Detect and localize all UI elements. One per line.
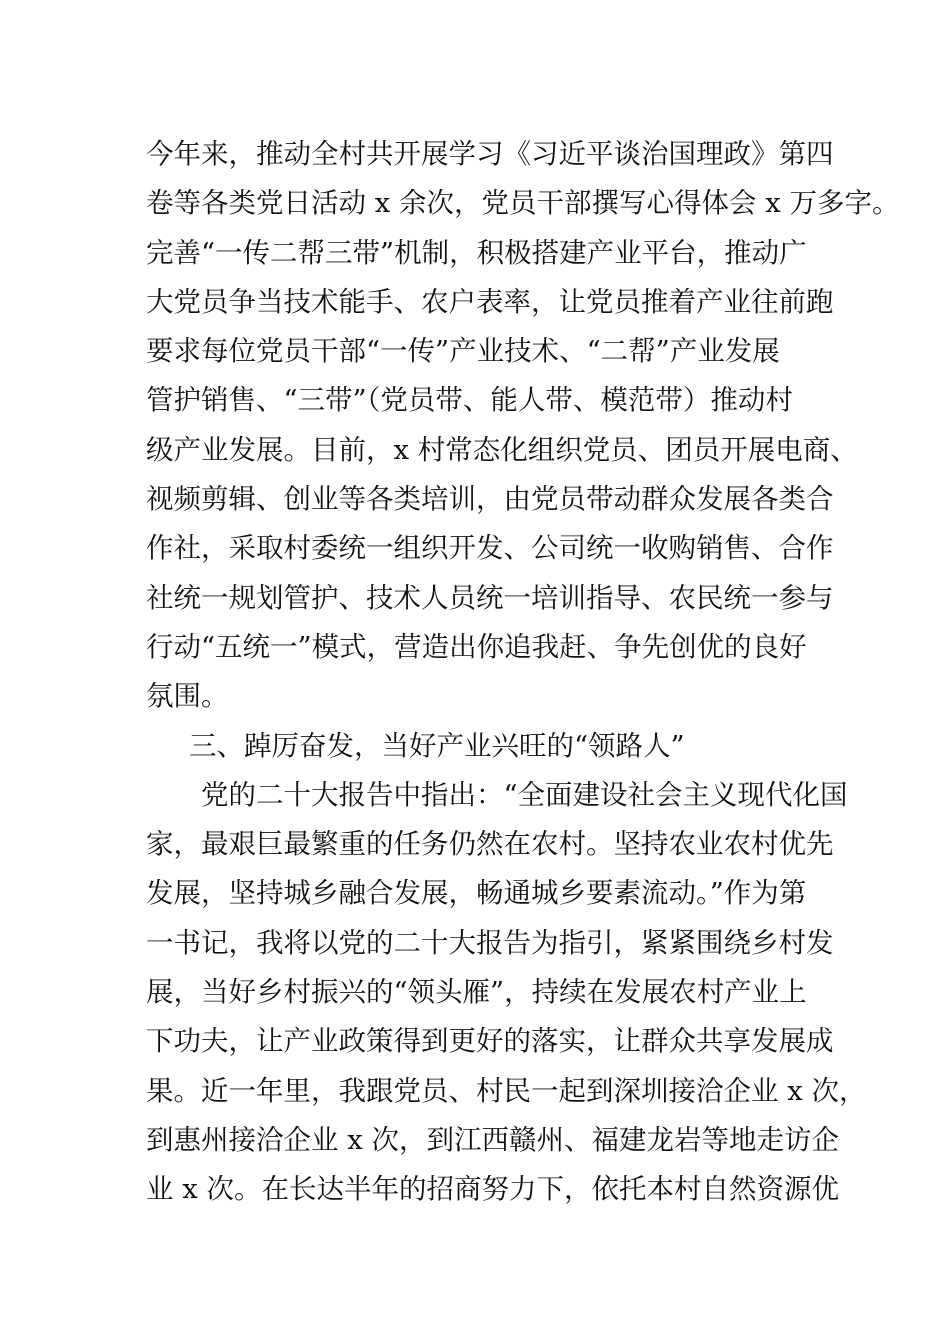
paragraph-line: 级产业发展。目前，x 村常态化组织党员、团员开展电商、 xyxy=(146,433,858,466)
paragraph-line: 社统一规划管护、技术人员统一培训指导、农民统一参与 xyxy=(146,581,834,614)
paragraph-line: 一书记，我将以党的二十大报告为指引，紧紧围绕乡村发 xyxy=(146,926,834,959)
paragraph-line: 今年来，推动全村共开展学习《习近平谈治国理政》第四 xyxy=(146,138,834,170)
paragraph-line: 家，最艰巨最繁重的任务仍然在农村。坚持农业农村优先 xyxy=(146,828,834,861)
paragraph-line: 业 x 次。在长达半年的招商努力下，依托本村自然资源优 xyxy=(146,1173,839,1206)
paragraph-line: 发展，坚持城乡融合发展，畅通城乡要素流动。”作为第 xyxy=(146,877,807,910)
paragraph-line: 管护销售、“三带”（党员带、能人带、模范带）推动村 xyxy=(146,384,793,417)
paragraph-line: 大党员争当技术能手、农户表率，让党员推着产业往前跑 xyxy=(146,285,834,318)
paragraph-line: 要求每位党员干部“一传”产业技术、“二帮”产业发展 xyxy=(146,335,780,368)
paragraph-line: 卷等各类党日活动 x 余次，党员干部撰写心得体会 x 万多字。 xyxy=(146,187,900,220)
document-body xyxy=(146,130,900,1215)
paragraph-line: 到惠州接洽企业 x 次，到江西赣州、福建龙岩等地走访企 xyxy=(146,1123,839,1156)
paragraph-line: 下功夫，让产业政策得到更好的落实，让群众共享发展成 xyxy=(146,1025,834,1058)
paragraph-line: 氛围。 xyxy=(146,680,229,713)
paragraph-line: 行动“五统一”模式，营造出你追我赶、争先创优的良好 xyxy=(146,630,807,663)
paragraph-line: 视频剪辑、创业等各类培训，由党员带动群众发展各类合 xyxy=(146,483,834,516)
paragraph-line: 果。近一年里，我跟党员、村民一起到深圳接洽企业 x 次， xyxy=(146,1074,867,1107)
section-heading: 三、踔厉奋发，当好产业兴旺的“领路人” xyxy=(189,729,685,762)
paragraph-line: 作社，采取村委统一组织开发、公司统一收购销售、合作 xyxy=(146,532,834,565)
paragraph-line: 党的二十大报告中指出：“全面建设社会主义现代化国 xyxy=(201,778,848,811)
paragraph-line: 展，当好乡村振兴的“领头雁”，持续在发展农村产业上 xyxy=(146,976,807,1009)
paragraph-line: 完善“一传二帮三带”机制，积极搭建产业平台，推动广 xyxy=(146,236,807,269)
